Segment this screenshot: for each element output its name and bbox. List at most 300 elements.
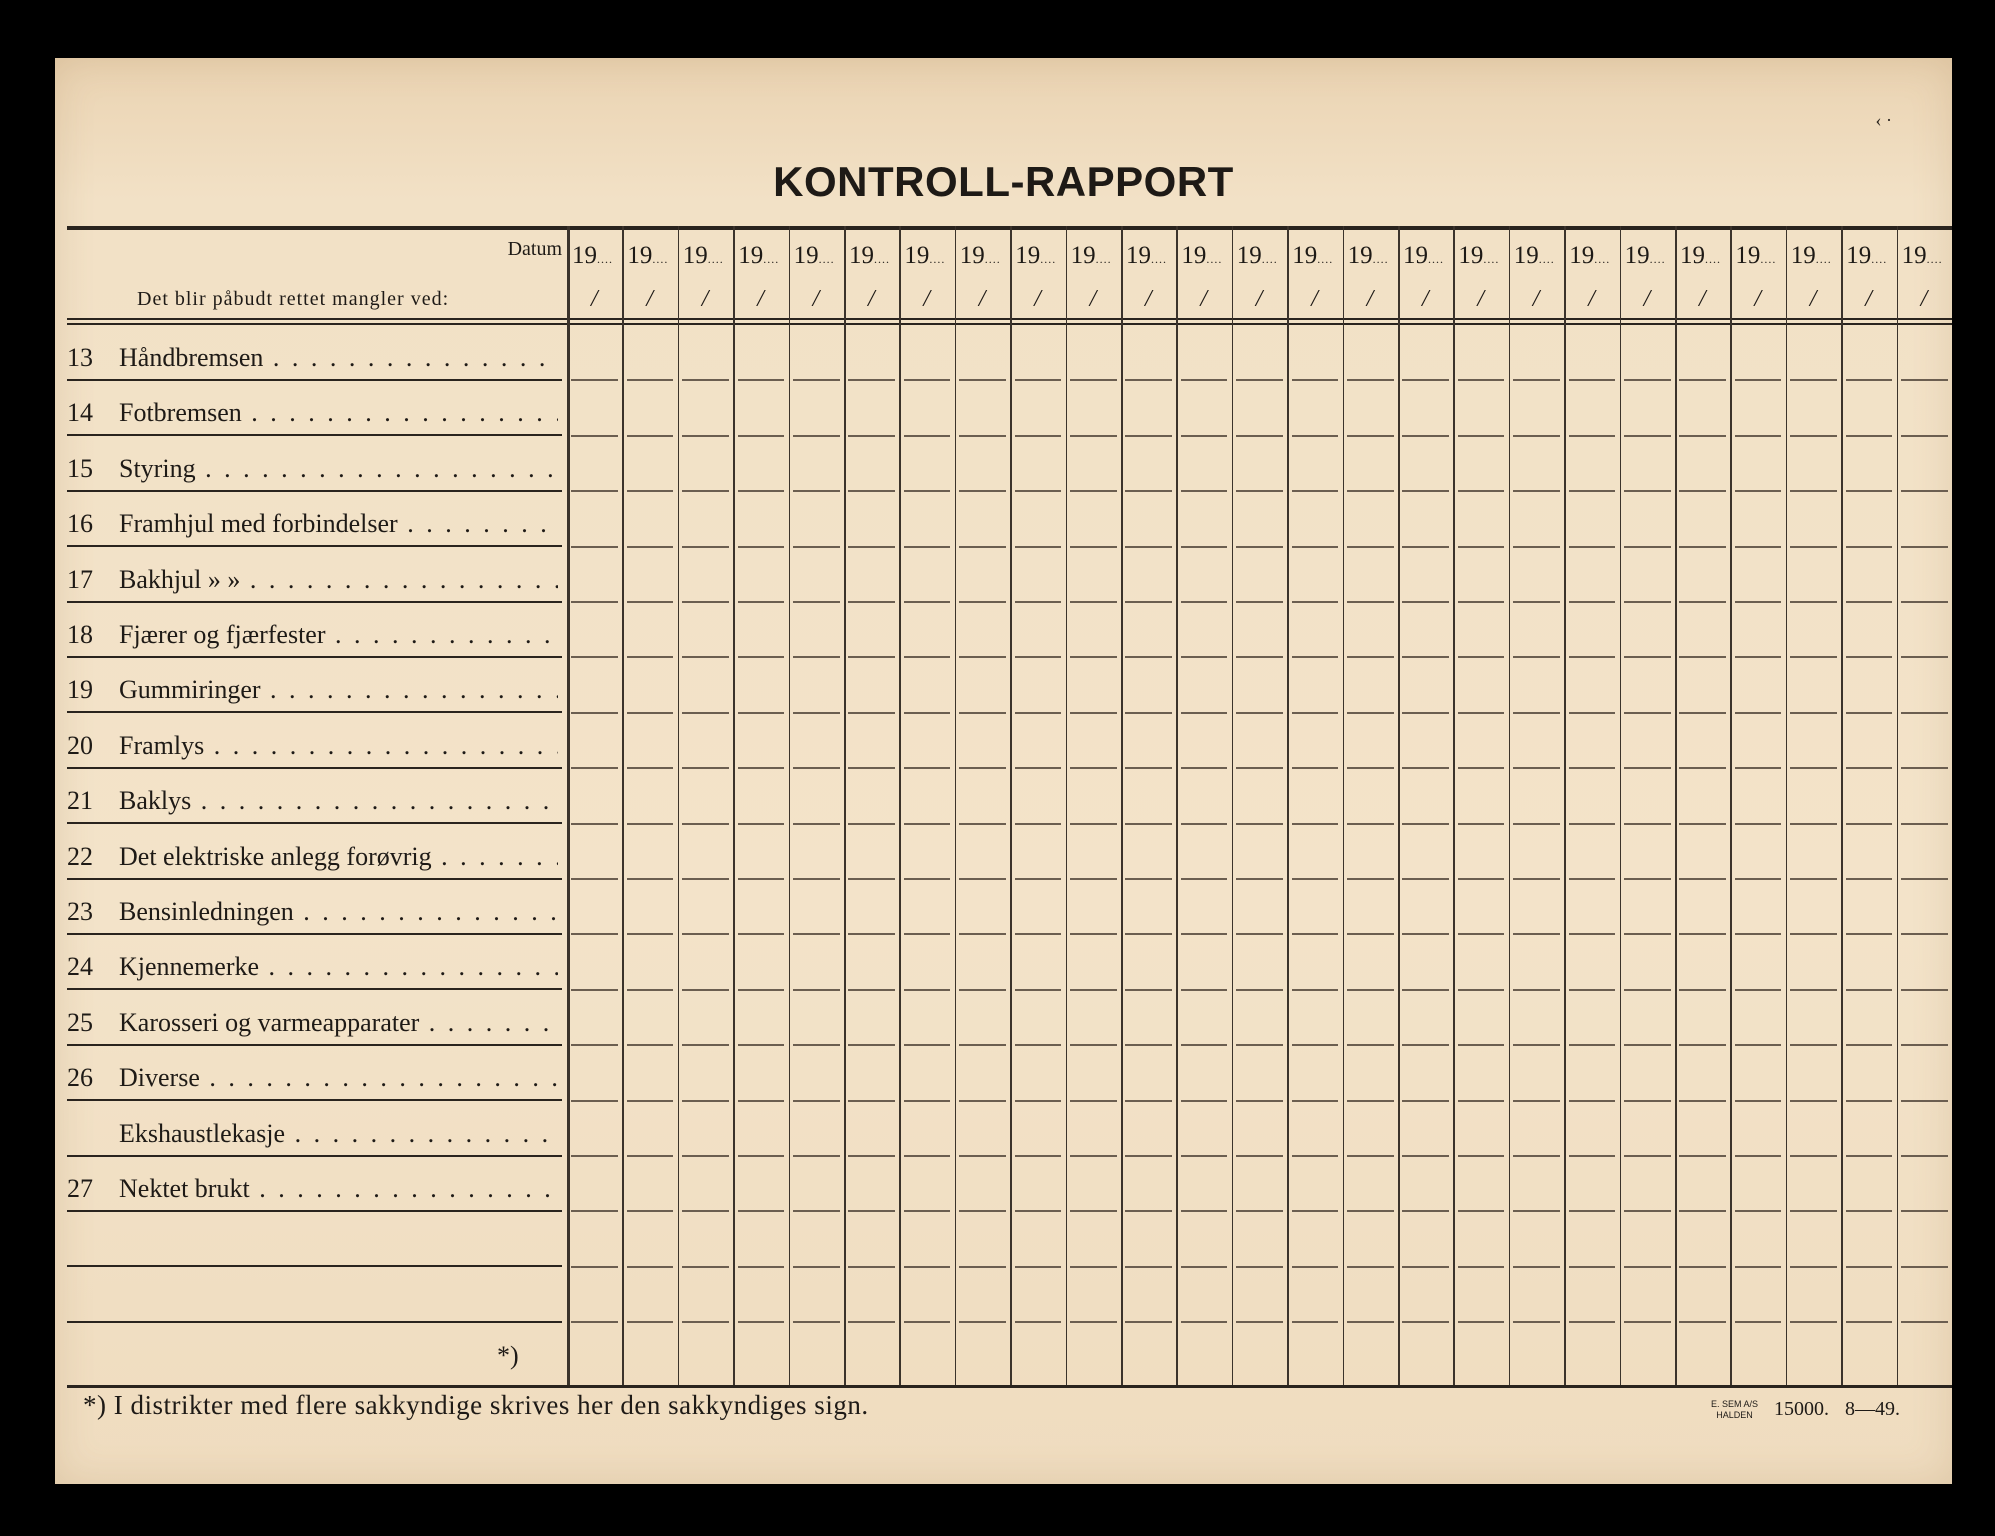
cell-rule <box>1846 989 1893 991</box>
cell-rule <box>1679 767 1726 769</box>
cell-rule <box>1181 1266 1228 1268</box>
row-number: 21 <box>67 786 93 816</box>
cell-rule <box>1347 712 1394 714</box>
cell-rule <box>1347 933 1394 935</box>
cell-rule <box>1015 933 1062 935</box>
cell-rule <box>1402 546 1449 548</box>
cell-rule <box>1070 601 1117 603</box>
cell-rule <box>793 435 840 437</box>
cell-rule <box>1735 1321 1782 1323</box>
cell-rule <box>1458 767 1505 769</box>
cell-rule <box>738 490 785 492</box>
cell-rule <box>1679 1155 1726 1157</box>
cell-rule <box>959 1210 1006 1212</box>
date-slash: / <box>1588 286 1595 312</box>
cell-rule <box>959 712 1006 714</box>
cell-rule <box>848 1100 895 1102</box>
cell-rule <box>1735 712 1782 714</box>
row-number: 16 <box>67 509 93 539</box>
cell-rule <box>1624 435 1671 437</box>
cell-rule <box>904 1155 951 1157</box>
cell-rule <box>793 989 840 991</box>
cell-rule <box>1513 823 1560 825</box>
cell-rule <box>1513 656 1560 658</box>
cell-rule <box>1458 1100 1505 1102</box>
check-row <box>67 1157 562 1212</box>
cell-rule <box>793 546 840 548</box>
cell-rule <box>1901 435 1948 437</box>
date-year-prefix: 19 .... <box>1625 242 1666 270</box>
cell-rule <box>793 767 840 769</box>
cell-rule <box>1292 379 1339 381</box>
cell-rule <box>904 712 951 714</box>
cell-rule <box>1513 546 1560 548</box>
row-label: Bensinledningen . . . <box>119 897 558 927</box>
cell-rule <box>1458 601 1505 603</box>
cell-rule <box>1679 656 1726 658</box>
blank-row <box>67 1212 562 1267</box>
cell-rule <box>1901 1100 1948 1102</box>
cell-rule <box>1347 989 1394 991</box>
cell-rule <box>1402 656 1449 658</box>
cell-rule <box>1679 989 1726 991</box>
cell-rule <box>848 379 895 381</box>
cell-rule <box>1790 435 1837 437</box>
cell-rule <box>848 823 895 825</box>
date-column-divider <box>1232 226 1234 1385</box>
check-row <box>67 825 562 880</box>
cell-rule <box>1125 933 1172 935</box>
cell-rule <box>1402 490 1449 492</box>
row-number: 26 <box>67 1063 93 1093</box>
cell-rule <box>627 1266 674 1268</box>
cell-rule <box>904 1210 951 1212</box>
cell-rule <box>1015 435 1062 437</box>
cell-rule <box>1236 933 1283 935</box>
cell-rule <box>1015 379 1062 381</box>
cell-rule <box>1569 933 1616 935</box>
cell-rule <box>1679 1266 1726 1268</box>
cell-rule <box>1735 767 1782 769</box>
cell-rule <box>1569 1210 1616 1212</box>
check-row <box>67 991 562 1046</box>
cell-rule <box>904 656 951 658</box>
label-column-divider <box>567 226 570 1385</box>
cell-rule <box>904 767 951 769</box>
cell-rule <box>1790 933 1837 935</box>
date-slash: / <box>923 286 931 312</box>
date-column-header <box>1509 234 1564 314</box>
cell-rule <box>1347 823 1394 825</box>
cell-rule <box>1347 1044 1394 1046</box>
cell-rule <box>1513 1044 1560 1046</box>
cell-rule <box>959 435 1006 437</box>
cell-rule <box>1790 767 1837 769</box>
check-row <box>67 935 562 990</box>
date-column-header <box>1564 234 1619 314</box>
footnote: *) I distrikter med flere sakkyndige skrives her den sakkyndiges sign. <box>83 1390 869 1420</box>
cell-rule <box>682 1321 729 1323</box>
check-row <box>67 381 562 436</box>
cell-rule <box>1513 878 1560 880</box>
cell-rule <box>1125 601 1172 603</box>
cell-rule <box>1347 656 1394 658</box>
cell-rule <box>627 1210 674 1212</box>
cell-rule <box>1236 1044 1283 1046</box>
cell-rule <box>1181 435 1228 437</box>
date-column-header <box>1176 234 1231 314</box>
cell-rule <box>1735 1210 1782 1212</box>
cell-rule <box>793 490 840 492</box>
cell-rule <box>1513 767 1560 769</box>
cell-rule <box>571 1044 618 1046</box>
cell-rule <box>1624 1100 1671 1102</box>
date-column-header <box>1066 234 1121 314</box>
cell-rule <box>848 601 895 603</box>
check-row <box>67 880 562 935</box>
cell-rule <box>1347 546 1394 548</box>
cell-rule <box>1569 1321 1616 1323</box>
row-label: Karosseri og varmeapparater . . . <box>119 1008 558 1038</box>
date-slash: / <box>1477 286 1485 312</box>
date-slash: / <box>1034 286 1041 312</box>
row-label: Gummiringer . . . <box>119 675 558 705</box>
cell-rule <box>682 1044 729 1046</box>
cell-rule <box>1569 546 1616 548</box>
date-column-divider <box>1453 226 1455 1385</box>
cell-rule <box>1846 878 1893 880</box>
cell-rule <box>1790 656 1837 658</box>
cell-rule <box>848 878 895 880</box>
cell-rule <box>1846 1044 1893 1046</box>
cell-rule <box>1181 712 1228 714</box>
cell-rule <box>1125 767 1172 769</box>
cell-rule <box>571 490 618 492</box>
cell-rule <box>738 823 785 825</box>
cell-rule <box>793 823 840 825</box>
cell-rule <box>1735 933 1782 935</box>
date-column-divider <box>1176 226 1178 1385</box>
cell-rule <box>848 1044 895 1046</box>
cell-rule <box>904 490 951 492</box>
cell-rule <box>959 546 1006 548</box>
cell-rule <box>1292 1044 1339 1046</box>
check-row <box>67 769 562 824</box>
row-label: Kjennemerke . . . <box>119 952 558 982</box>
cell-rule <box>1015 823 1062 825</box>
cell-rule <box>1015 1100 1062 1102</box>
cell-rule <box>1624 712 1671 714</box>
cell-rule <box>959 656 1006 658</box>
cell-rule <box>738 1155 785 1157</box>
cell-rule <box>1846 656 1893 658</box>
date-slash: / <box>1422 286 1429 312</box>
cell-rule <box>1901 490 1948 492</box>
cell-rule <box>848 1266 895 1268</box>
cell-rule <box>682 767 729 769</box>
cell-rule <box>1624 1155 1671 1157</box>
print-run: 15000. <box>1774 1398 1829 1420</box>
cell-rule <box>1181 546 1228 548</box>
cell-rule <box>1790 379 1837 381</box>
cell-rule <box>627 656 674 658</box>
cell-rule <box>571 989 618 991</box>
cell-rule <box>1181 656 1228 658</box>
cell-rule <box>1901 1321 1948 1323</box>
date-column-divider <box>1509 226 1511 1385</box>
date-column-divider <box>1675 226 1677 1385</box>
cell-rule <box>904 1100 951 1102</box>
date-column-divider <box>1841 226 1843 1385</box>
cell-rule <box>627 546 674 548</box>
cell-rule <box>1070 1155 1117 1157</box>
cell-rule <box>1181 601 1228 603</box>
cell-rule <box>793 712 840 714</box>
cell-rule <box>1125 1210 1172 1212</box>
cell-rule <box>1015 1044 1062 1046</box>
date-year-prefix: 19 .... <box>1126 242 1167 270</box>
cell-rule <box>904 601 951 603</box>
cell-rule <box>1402 379 1449 381</box>
date-year-prefix: 19 .... <box>738 242 779 270</box>
cell-rule <box>1236 1100 1283 1102</box>
cell-rule <box>1569 767 1616 769</box>
cell-rule <box>1901 546 1948 548</box>
date-column-header <box>1786 234 1841 314</box>
date-slash: / <box>1366 286 1374 312</box>
row-number: 19 <box>67 675 93 705</box>
cell-rule <box>1181 379 1228 381</box>
cell-rule <box>1679 823 1726 825</box>
printer-name-line1: E. SEM A/S <box>1710 1398 1758 1409</box>
cell-rule <box>1236 823 1283 825</box>
cell-rule <box>1125 1155 1172 1157</box>
cell-rule <box>571 878 618 880</box>
cell-rule <box>1790 823 1837 825</box>
cell-rule <box>959 1100 1006 1102</box>
cell-rule <box>1015 712 1062 714</box>
printer-imprint <box>1711 1398 1900 1421</box>
cell-rule <box>1236 546 1283 548</box>
cell-rule <box>1070 712 1117 714</box>
cell-rule <box>571 767 618 769</box>
cell-rule <box>1181 1210 1228 1212</box>
date-slash: / <box>1200 286 1208 312</box>
cell-rule <box>1901 1210 1948 1212</box>
cell-rule <box>1236 1210 1283 1212</box>
cell-rule <box>1125 435 1172 437</box>
cell-rule <box>1513 712 1560 714</box>
cell-rule <box>1070 1100 1117 1102</box>
date-column-divider <box>1620 226 1622 1385</box>
date-column-divider <box>1287 226 1289 1385</box>
cell-rule <box>793 656 840 658</box>
cell-rule <box>1347 1100 1394 1102</box>
cell-rule <box>1015 656 1062 658</box>
cell-rule <box>571 601 618 603</box>
row-label: Bakhjul » » . . . <box>119 565 558 595</box>
row-number: 17 <box>67 564 93 594</box>
cell-rule <box>1790 546 1837 548</box>
cell-rule <box>1624 823 1671 825</box>
cell-rule <box>1679 546 1726 548</box>
date-year-prefix: 19 .... <box>627 242 668 270</box>
report-card <box>55 58 1952 1484</box>
cell-rule <box>1458 933 1505 935</box>
date-year-prefix: 19 .... <box>1514 242 1555 270</box>
cell-rule <box>627 933 674 935</box>
cell-rule <box>1015 1210 1062 1212</box>
cell-rule <box>1458 1266 1505 1268</box>
cell-rule <box>1458 1155 1505 1157</box>
cell-rule <box>1624 379 1671 381</box>
cell-rule <box>1846 767 1893 769</box>
cell-rule <box>1125 490 1172 492</box>
cell-rule <box>848 989 895 991</box>
row-number: 22 <box>67 841 93 871</box>
cell-rule <box>1402 1210 1449 1212</box>
cell-rule <box>959 601 1006 603</box>
cell-rule <box>1236 878 1283 880</box>
row-number: 13 <box>67 343 93 372</box>
cell-rule <box>1402 823 1449 825</box>
cell-rule <box>1679 490 1726 492</box>
cell-rule <box>1846 712 1893 714</box>
cell-rule <box>848 435 895 437</box>
cell-rule <box>1347 1266 1394 1268</box>
cell-rule <box>1901 601 1948 603</box>
cell-rule <box>1125 989 1172 991</box>
row-number: 23 <box>67 897 93 926</box>
cell-rule <box>1569 823 1616 825</box>
cell-rule <box>1735 490 1782 492</box>
cell-rule <box>904 546 951 548</box>
cell-rule <box>904 878 951 880</box>
cell-rule <box>1125 1266 1172 1268</box>
cell-rule <box>1901 379 1948 381</box>
date-year-prefix: 19 .... <box>1237 242 1278 270</box>
cell-rule <box>1790 1210 1837 1212</box>
date-year-prefix: 19 .... <box>1071 242 1112 270</box>
cell-rule <box>1236 435 1283 437</box>
cell-rule <box>1735 878 1782 880</box>
cell-rule <box>848 933 895 935</box>
row-label: Styring . . . <box>119 454 558 484</box>
date-column-header <box>899 234 954 314</box>
cell-rule <box>1015 989 1062 991</box>
cell-rule <box>682 490 729 492</box>
date-slash: / <box>1311 286 1318 312</box>
date-column-header <box>1121 234 1176 314</box>
cell-rule <box>1569 656 1616 658</box>
cell-rule <box>1292 1100 1339 1102</box>
cell-rule <box>682 1155 729 1157</box>
cell-rule <box>1679 435 1726 437</box>
signature-row-mark: *) <box>497 1341 519 1371</box>
cell-rule <box>1236 601 1283 603</box>
cell-rule <box>1125 823 1172 825</box>
cell-rule <box>1236 1155 1283 1157</box>
cell-rule <box>1513 1100 1560 1102</box>
cell-rule <box>1402 1321 1449 1323</box>
cell-rule <box>1846 1321 1893 1323</box>
date-column-header <box>844 234 899 314</box>
cell-rule <box>1181 490 1228 492</box>
cell-rule <box>627 601 674 603</box>
date-year-prefix: 19 .... <box>1403 242 1444 270</box>
cell-rule <box>682 546 729 548</box>
date-column-divider <box>844 226 846 1385</box>
date-column-divider <box>1343 226 1345 1385</box>
cell-rule <box>793 1210 840 1212</box>
cell-rule <box>1679 1100 1726 1102</box>
cell-rule <box>1125 878 1172 880</box>
cell-rule <box>1624 490 1671 492</box>
cell-rule <box>793 878 840 880</box>
cell-rule <box>1181 1044 1228 1046</box>
cell-rule <box>1125 1044 1172 1046</box>
check-row <box>67 492 562 547</box>
cell-rule <box>1347 435 1394 437</box>
cell-rule <box>1015 490 1062 492</box>
date-column-header <box>1010 234 1065 314</box>
cell-rule <box>682 601 729 603</box>
cell-rule <box>1070 1044 1117 1046</box>
cell-rule <box>627 989 674 991</box>
date-column-divider <box>1066 226 1068 1385</box>
cell-rule <box>1624 656 1671 658</box>
cell-rule <box>1458 490 1505 492</box>
print-date: 8—49. <box>1845 1398 1900 1420</box>
cell-rule <box>1901 1155 1948 1157</box>
cell-rule <box>1735 435 1782 437</box>
cell-rule <box>1181 1100 1228 1102</box>
cell-rule <box>627 1100 674 1102</box>
cell-rule <box>904 1321 951 1323</box>
cell-rule <box>1790 1266 1837 1268</box>
row-number: 25 <box>67 1007 93 1037</box>
cell-rule <box>1402 712 1449 714</box>
date-year-prefix: 19 .... <box>960 242 1001 270</box>
date-year-prefix: 19 .... <box>1569 242 1610 270</box>
date-column-header <box>1453 234 1508 314</box>
cell-rule <box>1735 1044 1782 1046</box>
cell-rule <box>571 933 618 935</box>
cell-rule <box>1679 1044 1726 1046</box>
cell-rule <box>1070 490 1117 492</box>
cell-rule <box>1070 1321 1117 1323</box>
datum-label: Datum <box>507 238 562 260</box>
cell-rule <box>793 1266 840 1268</box>
cell-rule <box>738 601 785 603</box>
cell-rule <box>959 1266 1006 1268</box>
cell-rule <box>959 823 1006 825</box>
cell-rule <box>848 546 895 548</box>
cell-rule <box>738 1266 785 1268</box>
check-row <box>67 326 562 381</box>
cell-rule <box>682 933 729 935</box>
date-column-header <box>678 234 733 314</box>
date-column-divider <box>899 226 901 1385</box>
cell-rule <box>1070 823 1117 825</box>
date-column-header <box>1620 234 1675 314</box>
cell-rule <box>1236 1266 1283 1268</box>
cell-rule <box>1125 712 1172 714</box>
date-column-header <box>567 234 622 314</box>
date-year-prefix: 19 .... <box>1735 242 1776 270</box>
cell-rule <box>1402 1266 1449 1268</box>
cell-rule <box>1181 878 1228 880</box>
